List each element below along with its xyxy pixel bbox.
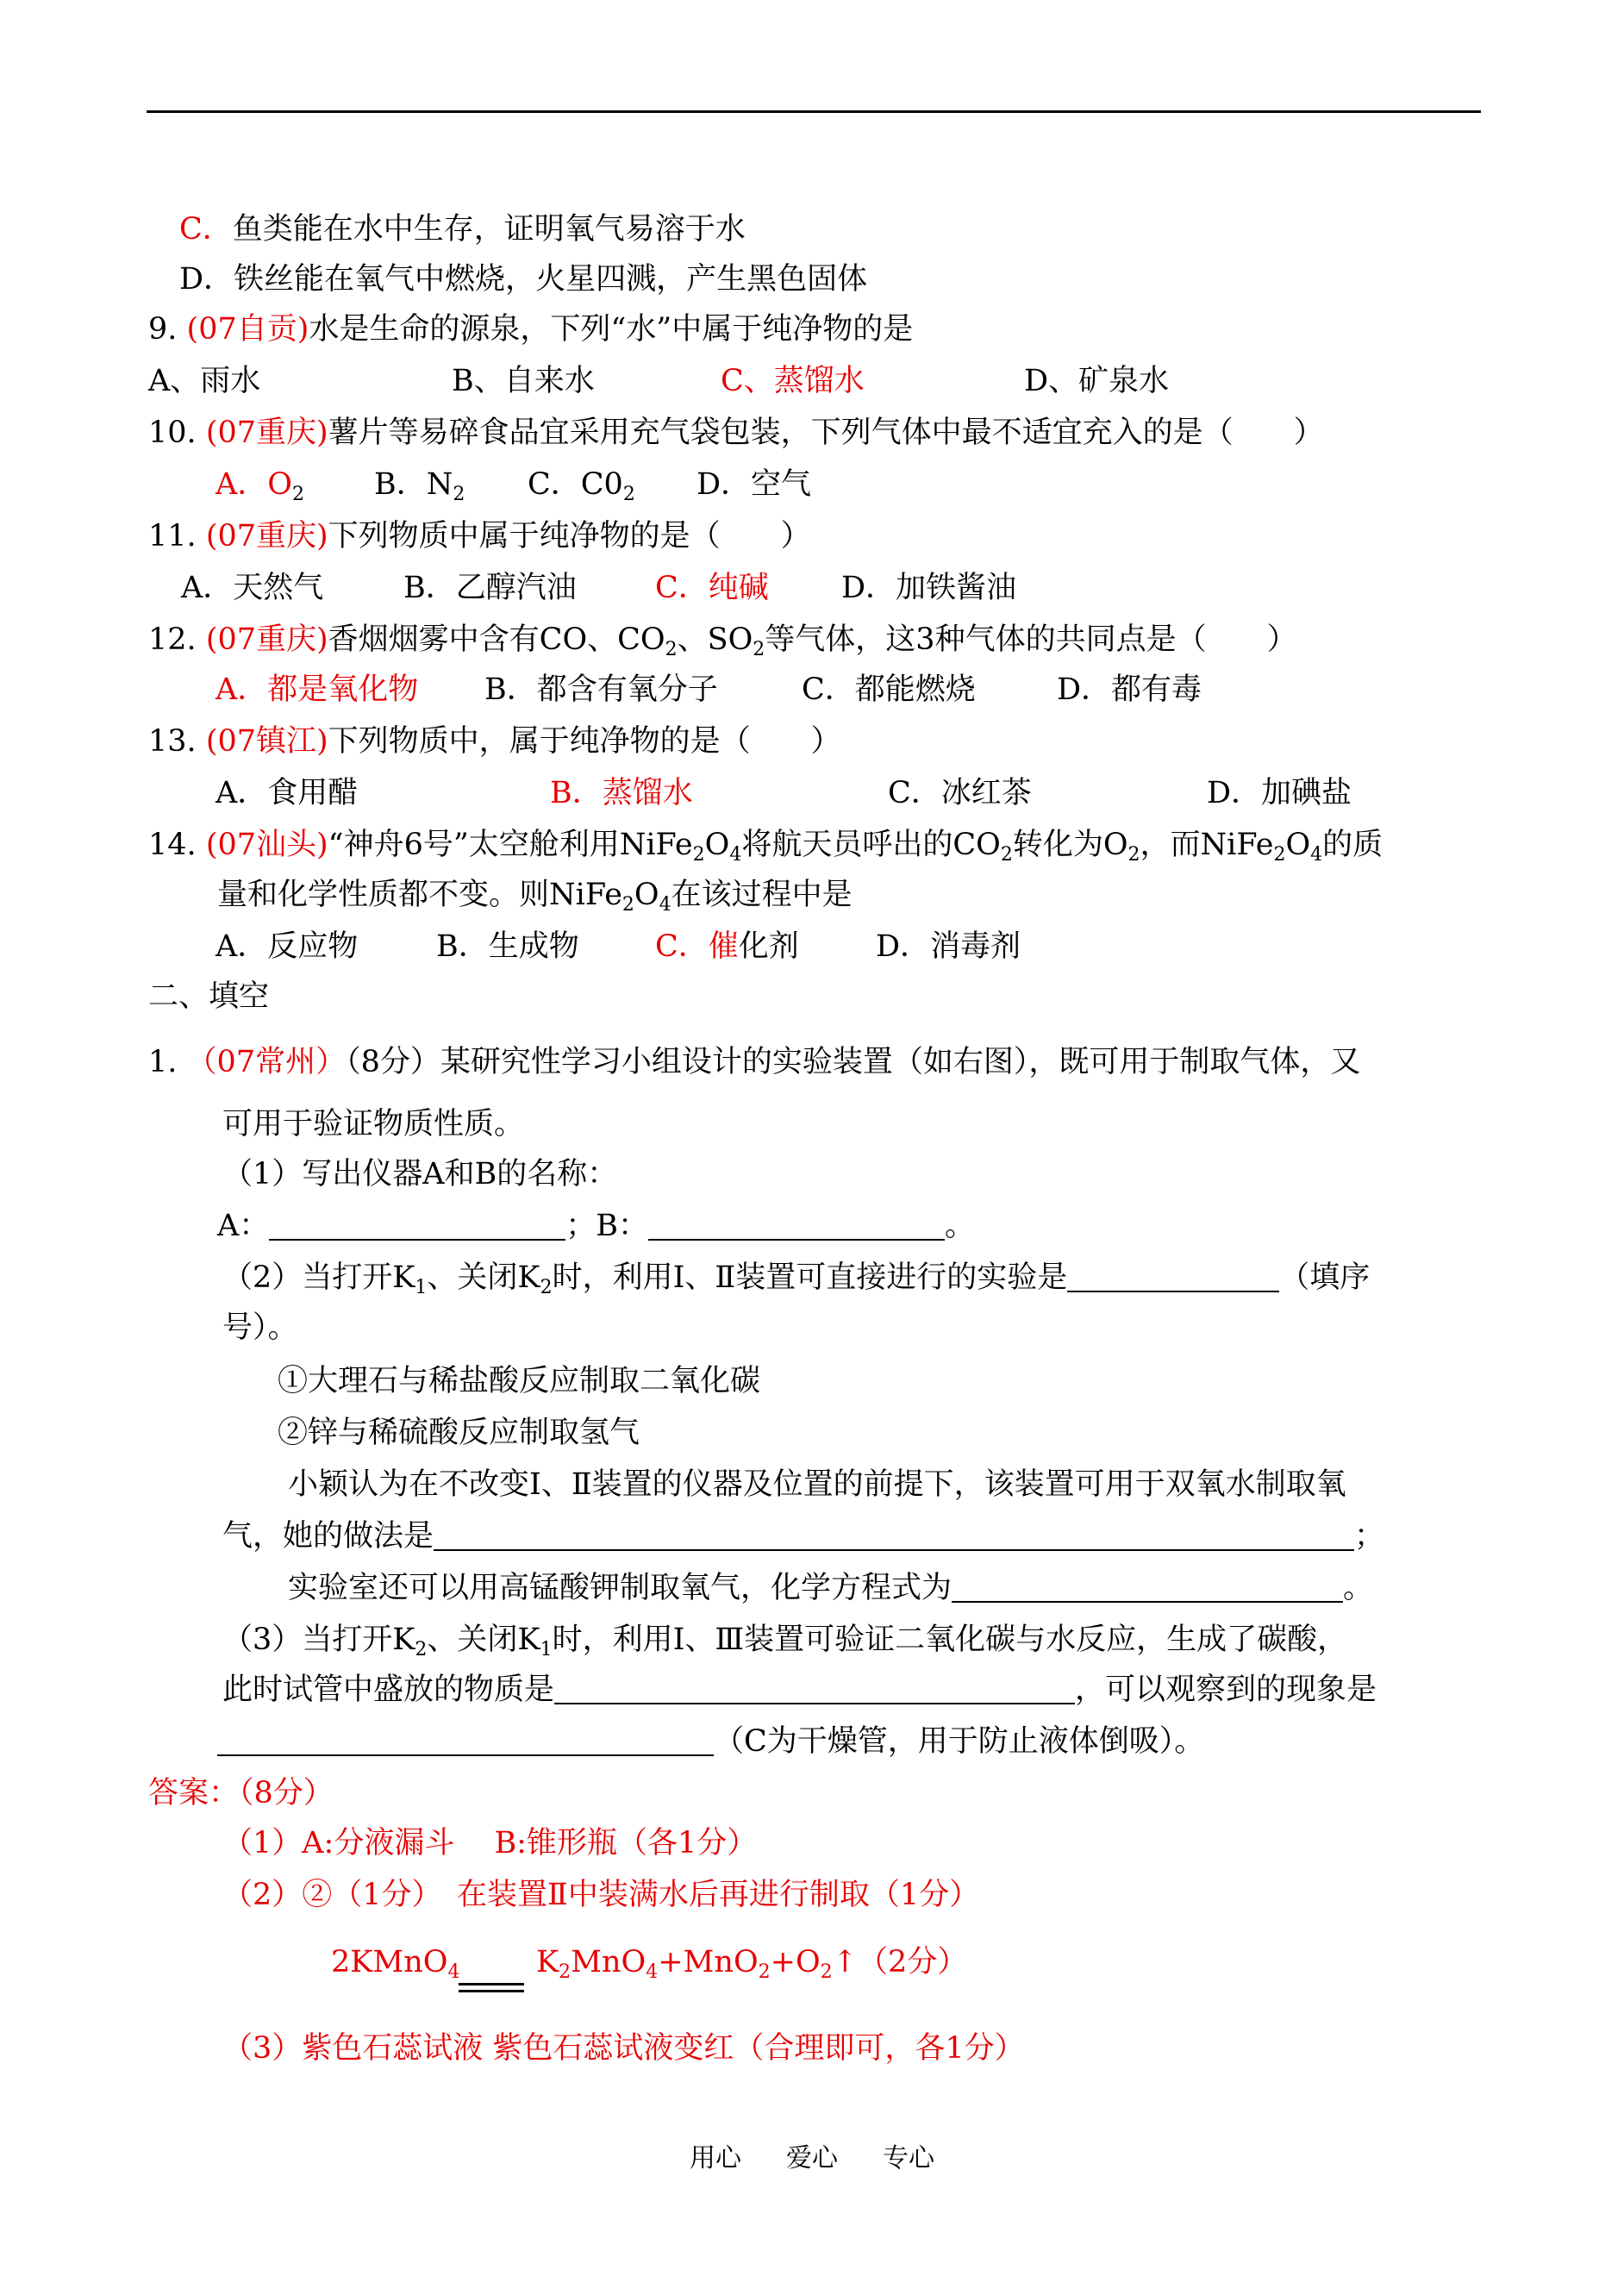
q11-stem: 11. (07重庆)下列物质中属于纯净物的是（ ） — [148, 519, 811, 553]
blank-b[interactable] — [648, 1210, 945, 1241]
answer-title: 答案：（8分） — [148, 1776, 334, 1810]
fill1-option-2: ②锌与稀硫酸反应制取氢气 — [278, 1416, 640, 1450]
footer-word-2: 爱心 — [786, 2143, 838, 2173]
fill1-part2-line2: 号）。 — [222, 1310, 298, 1345]
q11-option-b: B．乙醇汽油 — [403, 571, 577, 605]
answer-equation-left: 2KMnO$_4$ — [331, 1945, 460, 1983]
q10-option-a: A．$O_2$ — [215, 467, 304, 505]
page-footer — [690, 2136, 979, 2174]
q9-stem: 9. (07自贡)水是生命的源泉，下列“水”中属于纯净物的是 — [148, 312, 914, 347]
q14-option-c: C．催化剂 — [655, 929, 799, 964]
answer-part1: （1）A:分液漏斗 B:锥形瓶（各1分） — [222, 1826, 758, 1860]
q11-option-d: D．加铁酱油 — [841, 571, 1017, 605]
blank-experiment[interactable] — [1067, 1261, 1279, 1292]
fill1-xiaoying-line1: 小颖认为在不改变Ⅰ、Ⅱ装置的仪器及位置的前提下，该装置可用于双氧水制取氧 — [288, 1467, 1346, 1502]
fill1-part3-line3: （C为干燥管，用于防止液体倒吸）。 — [217, 1723, 1204, 1760]
q10-option-b: B．$N_2$ — [374, 467, 465, 505]
q14-stem-line1: 14. (07汕头)“神舟6号”太空舱利用$NiFe_2O_4$将航天员呼出的$CO_2$转化为$O_2$，而$NiFe_2O_4$的质 — [148, 828, 1384, 866]
q11-option-c: C．纯碱 — [655, 571, 769, 605]
fill1-part3: （3）当打开$K_2$、关闭$K_1$时，利用Ⅰ、Ⅲ装置可验证二氧化碳与水反应，生成了碳酸， — [222, 1623, 1348, 1660]
answer-part3: （3）紫色石蕊试液 紫色石蕊试液变红（合理即可，各1分） — [222, 2031, 1025, 2066]
footer-word-1: 用心 — [690, 2143, 741, 2173]
fill1-stem-line1: 1. （07常州）（8分）某研究性学习小组设计的实验装置（如右图），既可用于制取气体，又 — [148, 1045, 1361, 1079]
q10-option-d: D．空气 — [696, 467, 812, 502]
equation-sign-line-bottom — [459, 1990, 524, 1992]
q9-option-a: A、雨水 — [148, 364, 261, 398]
q13-option-d: D．加碘盐 — [1207, 776, 1352, 810]
fill1-part1-blanks: A： ；B： 。 — [217, 1209, 976, 1243]
blank-equation[interactable] — [952, 1572, 1343, 1603]
fill1-kmno4: 实验室还可以用高锰酸钾制取氧气，化学方程式为 。 — [288, 1571, 1374, 1605]
q14-stem-line2: 量和化学性质都不变。则$NiFe_2O_4$在该过程中是 — [217, 878, 853, 916]
q10-stem: 10. (07重庆)薯片等易碎食品宜采用充气袋包装，下列气体中最不适宜充入的是（ ） — [148, 416, 1324, 450]
q14-option-b: B．生成物 — [436, 929, 579, 964]
q12-option-a: A．都是氧化物 — [215, 672, 419, 707]
footer-word-3: 专心 — [883, 2143, 934, 2173]
q13-stem: 13. (07镇江)下列物质中，属于纯净物的是（ ） — [148, 724, 841, 759]
fill1-part2: （2）当打开$K_1$、关闭$K_2$时，利用Ⅰ、Ⅱ装置可直接进行的实验是 （填序 — [222, 1260, 1371, 1298]
fill1-xiaoying-line2: 气，她的做法是 ； — [222, 1519, 1385, 1554]
q9-option-c: C、蒸馏水 — [721, 364, 865, 398]
q13-option-c: C．冰红茶 — [888, 776, 1032, 810]
q12-option-b: B．都含有氧分子 — [484, 672, 718, 707]
q9-option-d: D、矿泉水 — [1024, 364, 1170, 398]
q8-option-d: D．铁丝能在氧气中燃烧，火星四溅，产生黑色固体 — [179, 262, 868, 297]
q12-option-c: C．都能燃烧 — [802, 672, 976, 707]
equation-sign-line-top — [459, 1983, 524, 1985]
fill1-option-1: ①大理石与稀盐酸反应制取二氧化碳 — [278, 1364, 761, 1398]
fill1-stem-line2: 可用于验证物质性质。 — [222, 1107, 525, 1141]
q14-option-d: D．消毒剂 — [876, 929, 1021, 964]
q13-option-a: A．食用醋 — [215, 776, 359, 810]
q10-option-c: C．$C0_2$ — [528, 467, 635, 505]
q12-stem: 12. (07重庆)香烟烟雾中含有CO、$CO_2$、$SO_2$等气体，这3种气体的共同点是（ ） — [148, 622, 1297, 660]
q9-option-b: B、自来水 — [452, 364, 595, 398]
blank-phenomenon[interactable] — [217, 1725, 714, 1756]
fill1-part3-line2: 此时试管中盛放的物质是 ，可以观察到的现象是 — [222, 1673, 1377, 1707]
blank-method[interactable] — [434, 1520, 1354, 1551]
section-heading: 二、填空 — [148, 979, 270, 1014]
fill1-part1: （1）写出仪器A和B的名称： — [222, 1157, 618, 1191]
answer-equation-right: $K_2MnO_4+MnO_2+O_2↑(2$分） — [536, 1945, 968, 1983]
blank-substance[interactable] — [554, 1673, 1075, 1704]
q12-option-d: D．都有毒 — [1057, 672, 1202, 707]
blank-a[interactable] — [269, 1210, 565, 1241]
q14-option-a: A．反应物 — [215, 929, 359, 964]
q8-option-c: C．鱼类能在水中生存，证明氧气易溶于水 — [179, 212, 746, 247]
q11-option-a: A．天然气 — [181, 571, 324, 605]
answer-part2: （2）②（1分） 在装置Ⅱ中装满水后再进行制取（1分） — [222, 1878, 980, 1912]
header-rule — [147, 110, 1481, 113]
q13-option-b: B．蒸馏水 — [550, 776, 693, 810]
